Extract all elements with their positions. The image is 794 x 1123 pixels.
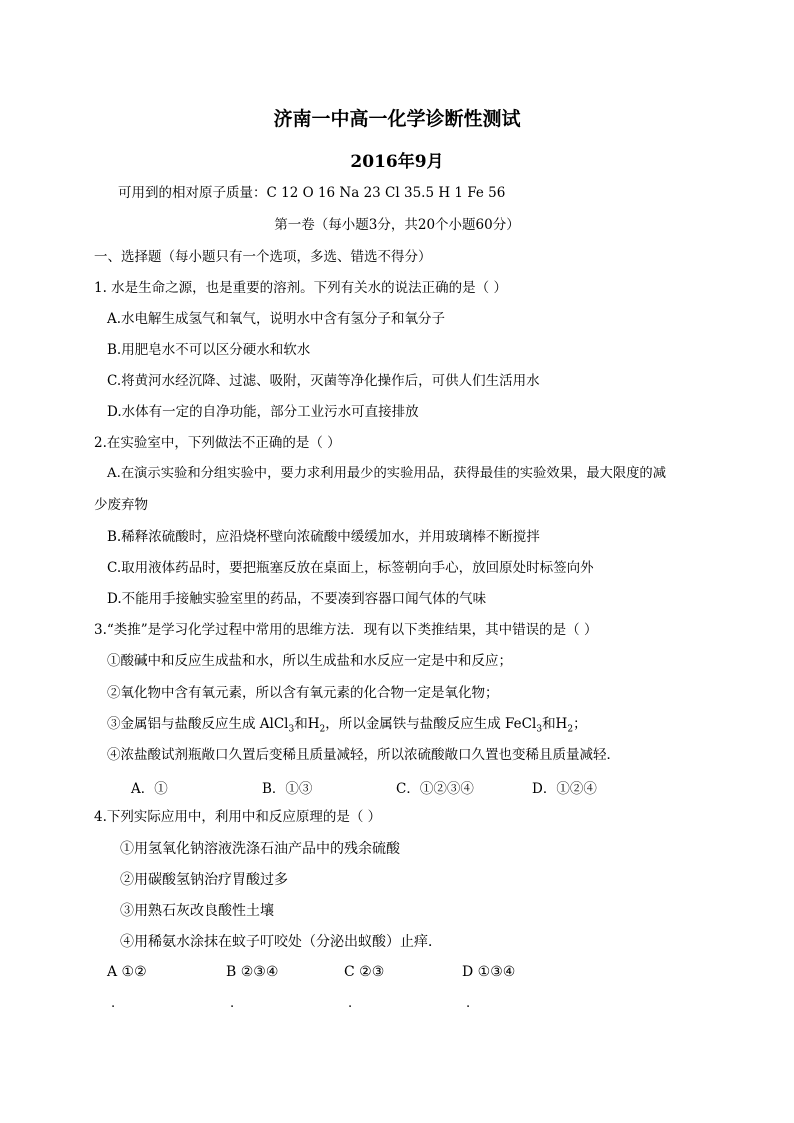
q2-option-d: D.不能用手接触实验室里的药品，不要凑到容器口闻气体的气味: [107, 591, 487, 607]
q4-item-3: ③用熟石灰改良酸性土壤: [120, 903, 274, 919]
section-heading: 一、选择题（每小题只有一个选项，多选、错选不得分）: [94, 249, 432, 265]
q1-option-b: B.用肥皂水不可以区分硬水和软水: [107, 342, 311, 358]
q1-option-a: A.水电解生成氢气和氧气，说明水中含有氢分子和氧分子: [107, 311, 446, 327]
q3-item-1: ①酸碱中和反应生成盐和水，所以生成盐和水反应一定是中和反应；: [107, 653, 512, 669]
q3-item-2: ②氧化物中含有氧元素，所以含有氧元素的化合物一定是氧化物；: [107, 685, 499, 701]
q3-stem: 3.“类推”是学习化学过程中常用的思维方法．现有以下类推结果，其中错误的是（ ）: [94, 622, 598, 638]
q1-option-c: C.将黄河水经沉降、过滤、吸附，灭菌等净化操作后，可供人们生活用水: [107, 373, 540, 389]
q4-choice-d: D ①③④: [462, 964, 516, 980]
q3-choice-a: A．①: [131, 781, 168, 797]
q2-stem: 2.在实验室中，下列做法不正确的是（ ）: [94, 435, 341, 451]
q2-option-a-cont: 少废弃物: [94, 497, 148, 513]
q4-choice-b-dot: .: [230, 996, 235, 1011]
q2-option-b: B.稀释浓硫酸时，应沿烧杯壁向浓硫酸中缓缓加水，并用玻璃棒不断搅拌: [107, 529, 540, 545]
volume-one-heading: 第一卷（每小题3分，共20个小题60分）: [274, 217, 520, 233]
exam-date: 2016年9月: [350, 152, 444, 172]
q1-stem: 1. 水是生命之源，也是重要的溶剂。下列有关水的说法正确的是（ ）: [94, 280, 507, 296]
q4-choice-c-dot: .: [348, 996, 353, 1011]
q4-item-4: ④用稀氨水涂抹在蚊子叮咬处（分泌出蚁酸）止痒．: [120, 934, 442, 950]
q3-item-3: ③金属铝与盐酸反应生成 AlCl$_3$和$H_2$，所以金属铁与盐酸反应生成 FeCl$_3$和$H_2$；: [107, 716, 587, 735]
q3-choice-b: B．①③: [262, 781, 313, 797]
q3-choice-c: C．①②③④: [396, 781, 474, 797]
q4-choice-a: A ①②: [107, 964, 147, 980]
q4-choice-c: C ②③: [344, 964, 385, 980]
q2-option-c: C.取用液体药品时，要把瓶塞反放在桌面上，标签朝向手心，放回原处时标签向外: [107, 560, 594, 576]
q2-option-a: A.在演示实验和分组实验中，要力求利用最少的实验用品，获得最佳的实验效果，最大限度的减: [107, 466, 666, 481]
q4-choice-a-dot: .: [111, 996, 116, 1011]
q4-stem: 4.下列实际应用中，利用中和反应原理的是（ ）: [94, 809, 382, 825]
exam-title: 济南一中高一化学诊断性测试: [273, 108, 521, 130]
q4-item-2: ②用碳酸氢钠治疗胃酸过多: [120, 872, 288, 888]
q3-item-4: ④浓盐酸试剂瓶敞口久置后变稀且质量减轻，所以浓硫酸敞口久置也变稀且质量减轻．: [107, 747, 620, 763]
q4-item-1: ①用氢氧化钠溶液洗涤石油产品中的残余硫酸: [120, 841, 400, 857]
q3-choice-d: D．①②④: [532, 781, 597, 797]
q1-option-d: D.水体有一定的自净功能，部分工业污水可直接排放: [107, 404, 419, 420]
q4-choice-b: B ②③④: [226, 964, 279, 980]
q4-choice-d-dot: .: [466, 996, 471, 1011]
atomic-masses: 可用到的相对原子质量：C 12 O 16 Na 23 Cl 35.5 H 1 Fe 56: [118, 185, 506, 201]
